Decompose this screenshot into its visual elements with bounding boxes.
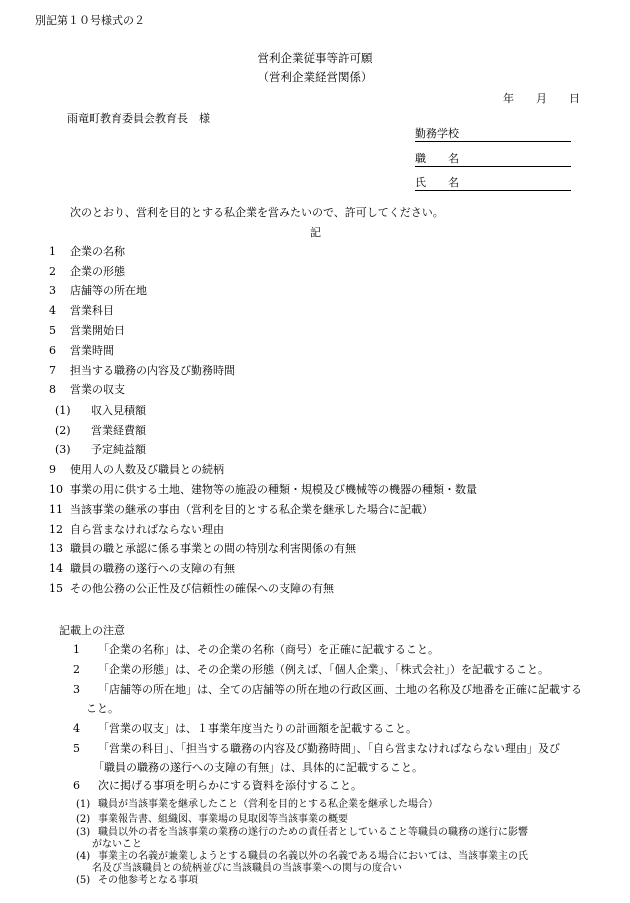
note-item bbox=[73, 641, 439, 657]
list-subitem bbox=[55, 402, 146, 418]
note-number: 2 bbox=[73, 663, 80, 676]
position-label: 職 名 bbox=[415, 150, 571, 167]
list-item bbox=[49, 560, 235, 576]
item-text: 営業の収支 bbox=[70, 383, 125, 396]
list-subitem bbox=[55, 441, 146, 457]
note-number: 5 bbox=[73, 742, 80, 755]
note-sub-number: (2) bbox=[76, 814, 91, 825]
item-number: 6 bbox=[49, 344, 56, 357]
item-number: (2) bbox=[55, 424, 71, 437]
list-item bbox=[49, 302, 114, 318]
item-number: 4 bbox=[49, 304, 56, 317]
item-number: 15 bbox=[49, 582, 63, 595]
item-text: 職員の職務の遂行への支障の有無 bbox=[70, 562, 235, 575]
item-number: 2 bbox=[49, 265, 56, 278]
item-text: 使用人の人数及び職員との続柄 bbox=[70, 463, 224, 476]
list-item bbox=[49, 461, 224, 477]
item-number: 1 bbox=[49, 245, 56, 258]
item-number: 3 bbox=[49, 284, 56, 297]
note-number: 4 bbox=[73, 722, 80, 735]
note-text: 「企業の形態」は、その企業の形態（例えば、「個人企業」、「株式会社」）を記載すること。 bbox=[98, 663, 549, 676]
school-label: 勤務学校 bbox=[415, 125, 571, 142]
note-text-continued: 「職員の職務の遂行への支障の有無」は、具体的に記載すること。 bbox=[93, 761, 423, 774]
list-item bbox=[49, 362, 235, 378]
note-sub-text: 職員が当該事業を継承したこと（営利を目的とする私企業を継承した場合） bbox=[98, 799, 438, 810]
list-item bbox=[49, 282, 147, 298]
item-number: 14 bbox=[49, 562, 63, 575]
note-item bbox=[73, 681, 582, 697]
item-text: 担当する職務の内容及び勤務時間 bbox=[70, 364, 235, 377]
note-subitem bbox=[76, 871, 198, 886]
item-number: 10 bbox=[49, 483, 63, 496]
position-field[interactable] bbox=[415, 150, 571, 167]
note-item bbox=[73, 661, 549, 677]
item-text: 企業の名称 bbox=[70, 245, 125, 258]
notes-heading: 記載上の注意 bbox=[59, 624, 125, 637]
list-subitem bbox=[55, 422, 146, 438]
note-sub-text-continued: 名及び当該職員との続柄並びに当該職員の当該事業への関与の度合い bbox=[92, 863, 402, 874]
list-item bbox=[49, 521, 224, 537]
ki-heading: 記 bbox=[310, 226, 321, 239]
note-text: 「営業の科目」、「担当する職務の内容及び勤務時間」、「自ら営まなければならない理由」及び bbox=[98, 742, 560, 755]
item-number: 13 bbox=[49, 542, 63, 555]
item-text: 企業の形態 bbox=[70, 265, 125, 278]
item-text: 事業の用に供する土地、建物等の施設の種類・規模及び機械等の機器の種類・数量 bbox=[70, 483, 477, 496]
note-subitem bbox=[76, 823, 528, 838]
item-number: 7 bbox=[49, 364, 56, 377]
list-item bbox=[49, 501, 433, 517]
note-item bbox=[73, 777, 362, 793]
item-number: 8 bbox=[49, 383, 56, 396]
form-subtitle: （営利企業経営関係） bbox=[257, 70, 373, 84]
item-number: 11 bbox=[49, 503, 63, 516]
list-item bbox=[49, 263, 125, 279]
list-item bbox=[49, 342, 114, 358]
note-sub-number: (4) bbox=[76, 851, 91, 862]
school-field[interactable] bbox=[415, 125, 571, 142]
note-subitem bbox=[76, 795, 438, 810]
item-number: (1) bbox=[55, 404, 71, 417]
note-sub-text: 職員以外の者を当該事業の業務の遂行のための責任者としていること等職員の職務の遂行に影響 bbox=[98, 827, 528, 838]
list-item bbox=[49, 580, 334, 596]
item-text: 営業時間 bbox=[70, 344, 114, 357]
note-text-continued: こと。 bbox=[86, 702, 119, 715]
item-text: 営業経費額 bbox=[91, 424, 146, 437]
item-number: 9 bbox=[49, 463, 56, 476]
list-item bbox=[49, 322, 125, 338]
list-item bbox=[49, 381, 125, 397]
item-text: 収入見積額 bbox=[91, 404, 146, 417]
note-number: 6 bbox=[73, 779, 80, 792]
list-item bbox=[49, 481, 477, 497]
note-number: 3 bbox=[73, 683, 80, 696]
note-sub-number: (3) bbox=[76, 827, 91, 838]
note-sub-number: (5) bbox=[76, 875, 91, 886]
item-text: 営業科目 bbox=[70, 304, 114, 317]
item-text: 予定純益額 bbox=[91, 443, 146, 456]
item-text: 営業開始日 bbox=[70, 324, 125, 337]
item-text: 自ら営まなければならない理由 bbox=[70, 523, 224, 536]
note-sub-text: その他参考となる事項 bbox=[98, 875, 198, 886]
item-text: 店舗等の所在地 bbox=[70, 284, 147, 297]
intro-text: 次のとおり、営利を目的とする私企業を営みたいので、許可してください。 bbox=[70, 206, 444, 219]
note-item bbox=[73, 740, 560, 756]
form-title: 営利企業従事等許可願 bbox=[257, 51, 373, 65]
note-sub-text: 事業報告書、組織図、事業場の見取図等当該事業の概要 bbox=[98, 814, 348, 825]
list-item bbox=[49, 540, 356, 556]
item-number: (3) bbox=[55, 443, 71, 456]
item-text: 職員の職と承認に係る事業との間の特別な利害関係の有無 bbox=[70, 542, 356, 555]
name-field[interactable] bbox=[415, 174, 571, 191]
item-number: 5 bbox=[49, 324, 56, 337]
note-text: 「企業の名称」は、その企業の名称（商号）を正確に記載すること。 bbox=[98, 643, 439, 656]
note-sub-number: (1) bbox=[76, 799, 91, 810]
note-number: 1 bbox=[73, 643, 80, 656]
note-sub-text: 事業主の名義が兼業しようとする職員の名義以外の名義である場合においては、当該事業主の氏 bbox=[98, 851, 528, 862]
item-number: 12 bbox=[49, 523, 63, 536]
list-item bbox=[49, 243, 125, 259]
note-text: 「営業の収支」は、１事業年度当たりの計画額を記載すること。 bbox=[98, 722, 417, 735]
item-text: その他公務の公正性及び信頼性の確保への支障の有無 bbox=[70, 582, 334, 595]
name-label: 氏 名 bbox=[415, 174, 571, 191]
form-number: 別記第１０号様式の２ bbox=[35, 14, 145, 27]
note-item bbox=[73, 720, 417, 736]
item-text: 当該事業の継承の事由（営利を目的とする私企業を継承した場合に記載） bbox=[70, 503, 433, 516]
date-field[interactable]: 年 月 日 bbox=[503, 92, 580, 105]
note-sub-text-continued: がないこと bbox=[92, 839, 142, 850]
addressee: 雨竜町教育委員会教育長 様 bbox=[67, 112, 210, 125]
note-text: 「店舗等の所在地」は、全ての店舗等の所在地の行政区画、土地の名称及び地番を正確に記載する bbox=[98, 683, 582, 696]
note-text: 次に掲げる事項を明らかにする資料を添付すること。 bbox=[98, 779, 362, 792]
